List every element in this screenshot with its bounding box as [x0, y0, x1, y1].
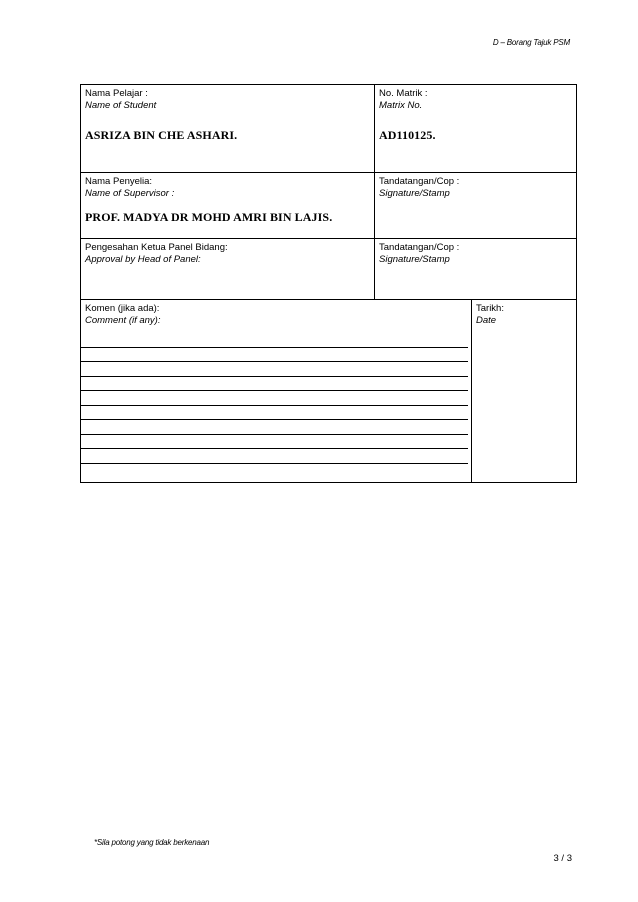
matrix-label-en: Matrix No. [379, 100, 423, 111]
panel-row [81, 239, 576, 300]
document-code: D – Borang Tajuk PSM [492, 38, 570, 47]
comment-label-ms: Komen (jika ada): [85, 303, 160, 314]
date-cell [472, 300, 576, 482]
comment-row [81, 300, 576, 482]
page-number: 3 / 3 [553, 853, 572, 864]
psm-title-form [80, 84, 577, 483]
supervisor-name-value: PROF. MADYA DR MOHD AMRI BIN LAJIS. [85, 210, 333, 224]
comment-line[interactable] [81, 406, 468, 421]
panel-approval-cell [81, 239, 375, 299]
date-label-ms: Tarikh: [476, 303, 504, 314]
date-label-en: Date [476, 315, 497, 326]
comment-line[interactable] [81, 333, 468, 348]
comment-label-en: Comment (if any): [85, 315, 161, 326]
comment-line[interactable] [81, 435, 468, 450]
supervisor-sign-label-ms: Tandatangan/Cop : [379, 176, 460, 187]
footnote: *Sila potong yang tidak berkenaan [94, 838, 210, 847]
panel-sign-label-en: Signature/Stamp [379, 254, 450, 265]
matrix-cell [375, 85, 576, 172]
student-row [81, 85, 576, 173]
comment-line[interactable] [81, 377, 468, 392]
matrix-value: AD110125. [379, 128, 436, 142]
comment-line[interactable] [81, 449, 468, 464]
comment-line[interactable] [81, 391, 468, 406]
comment-cell [81, 300, 472, 482]
student-label-ms: Nama Pelajar : [85, 88, 148, 99]
comment-line[interactable] [81, 420, 468, 435]
supervisor-label-ms: Nama Penyelia: [85, 176, 153, 187]
comment-line[interactable] [81, 362, 468, 377]
supervisor-label-en: Name of Supervisor : [85, 188, 175, 199]
supervisor-row [81, 173, 576, 239]
panel-signature-cell [375, 239, 576, 299]
student-label-en: Name of Student [85, 100, 157, 111]
supervisor-sign-label-en: Signature/Stamp [379, 188, 450, 199]
supervisor-signature-cell [375, 173, 576, 238]
student-name-value: ASRIZA BIN CHE ASHARI. [85, 128, 238, 142]
panel-label-ms: Pengesahan Ketua Panel Bidang: [85, 242, 228, 253]
panel-label-en: Approval by Head of Panel: [85, 254, 201, 265]
panel-sign-label-ms: Tandatangan/Cop : [379, 242, 460, 253]
comment-line[interactable] [81, 348, 468, 363]
student-name-cell [81, 85, 375, 172]
supervisor-cell [81, 173, 375, 238]
comment-lines [81, 333, 467, 464]
matrix-label-ms: No. Matrik : [379, 88, 428, 99]
